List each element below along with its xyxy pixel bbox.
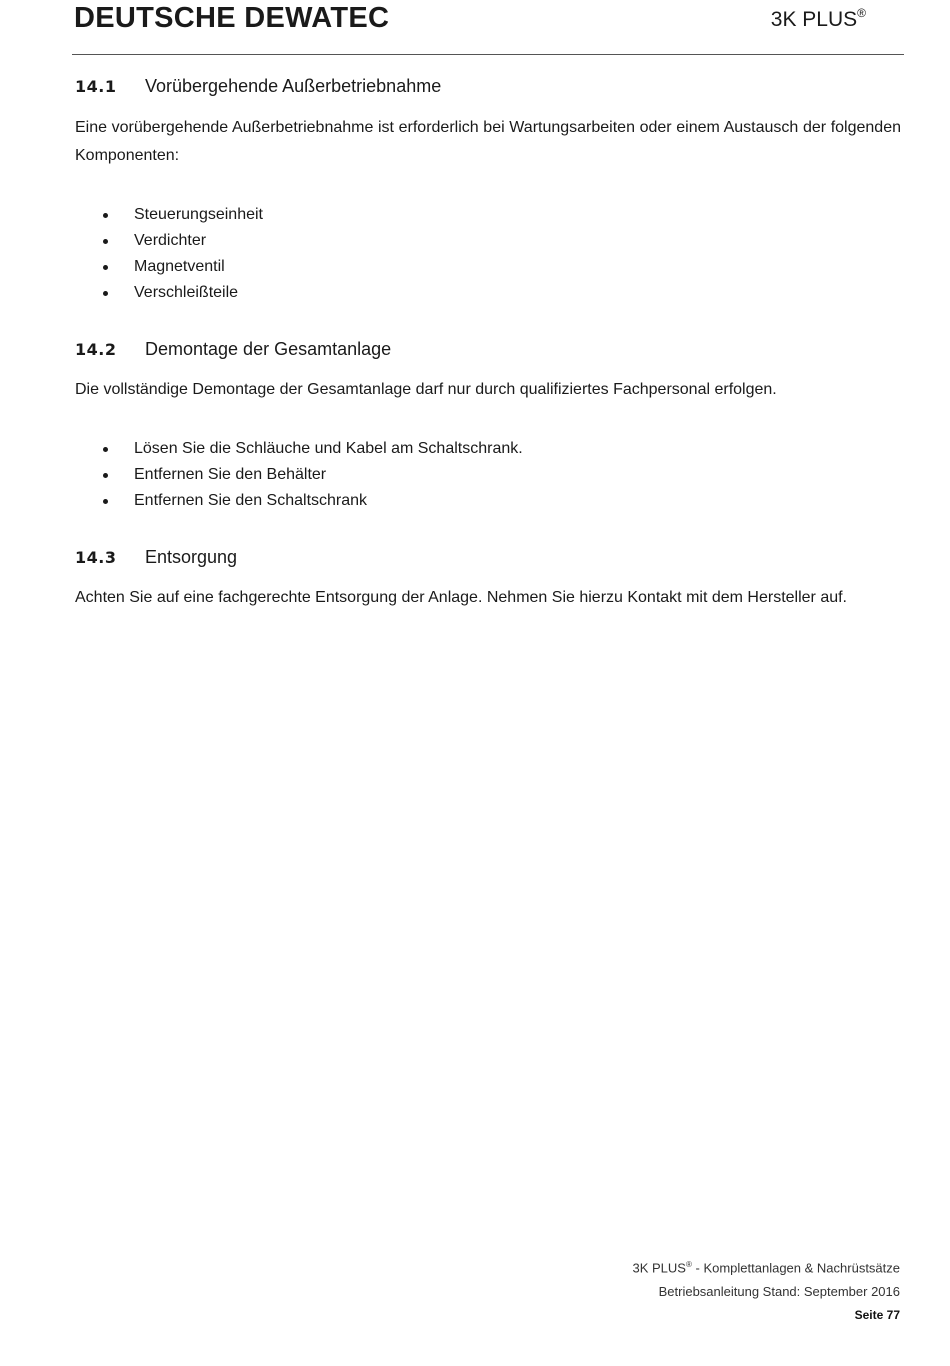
section-paragraph: Achten Sie auf eine fachgerechte Entsorgung der Anlage. Nehmen Sie hierzu Kontakt mit dem Hersteller auf. (75, 589, 847, 606)
header-product-name: 3K PLUS (770, 8, 858, 31)
header-divider (72, 54, 904, 55)
header-brand: DEUTSCHE DEWATEC (74, 2, 390, 34)
section-paragraph: Die vollständige Demontage der Gesamtanlage darf nur durch qualifiziertes Fachpersonal erfolgen. (75, 381, 777, 398)
section-number: 14.2 (75, 340, 117, 359)
list-item: Magnetventil (75, 254, 263, 280)
section-title: Vorübergehende Außerbetriebnahme (145, 76, 442, 96)
footer-product: 3K PLUS (632, 1260, 686, 1276)
list-item: Verschleißteile (75, 280, 263, 306)
list-item: Entfernen Sie den Schaltschrank (75, 488, 523, 514)
bullet-icon (103, 213, 108, 218)
list-item: Entfernen Sie den Behälter (75, 462, 523, 488)
bullet-icon (103, 499, 108, 504)
list-item: Steuerungseinheit (75, 202, 263, 228)
footer-manual-info: Betriebsanleitung Stand: September 2016 (658, 1284, 900, 1299)
section-title: Entsorgung (145, 547, 238, 567)
footer-product-suffix: - Komplettanlagen & Nachrüstsätze (691, 1260, 900, 1276)
footer-registered-mark: ® (685, 1260, 692, 1269)
section-heading-14-2 (75, 339, 391, 360)
section-paragraph: Eine vorübergehende Außerbetriebnahme ist erforderlich bei Wartungsarbeiten oder einem Austausch der folgenden Komponenten: (75, 119, 901, 164)
footer-product-line (633, 1260, 901, 1275)
bullet-icon (103, 239, 108, 244)
bullet-list (75, 202, 263, 306)
bullet-list (75, 436, 523, 514)
section-title: Demontage der Gesamtanlage (145, 339, 392, 359)
bullet-icon (103, 291, 108, 296)
section-number: 14.3 (75, 548, 117, 567)
list-item: Verdichter (75, 228, 263, 254)
list-item: Lösen Sie die Schläuche und Kabel am Schaltschrank. (75, 436, 523, 462)
bullet-icon (103, 447, 108, 452)
header-product (771, 8, 866, 32)
section-heading-14-1 (75, 76, 441, 97)
bullet-icon (103, 473, 108, 478)
section-number: 14.1 (75, 77, 117, 96)
registered-mark: ® (857, 6, 866, 20)
bullet-icon (103, 265, 108, 270)
section-heading-14-3 (75, 547, 237, 568)
page-number: Seite 77 (854, 1308, 900, 1322)
